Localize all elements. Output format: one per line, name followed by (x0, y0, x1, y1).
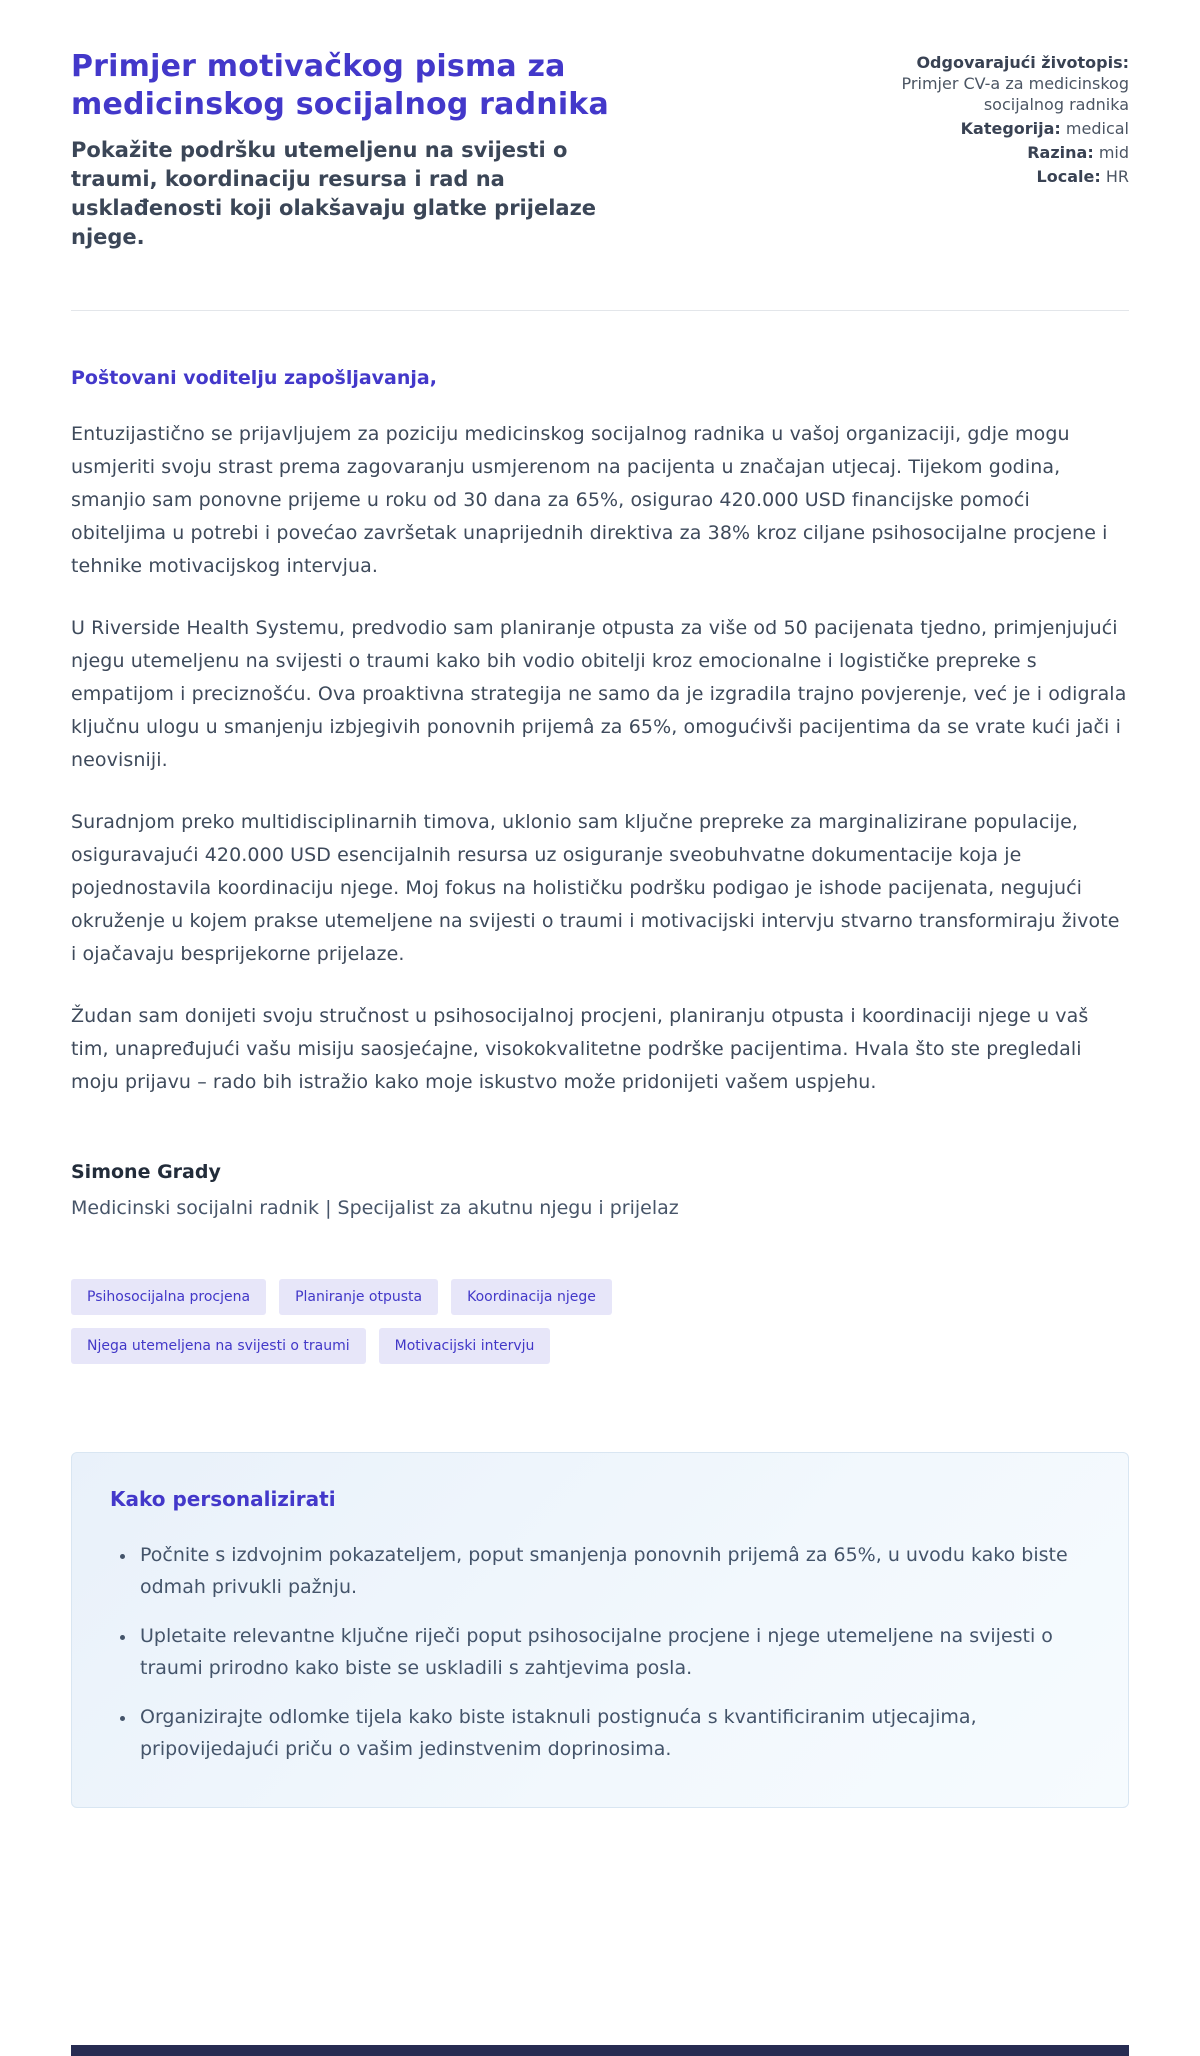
tag-chip: Planiranje otpusta (279, 1279, 438, 1315)
signature-block (71, 1161, 1129, 1219)
header-left (71, 48, 661, 252)
tip-item: • Organizirajte odlomke tijela kako biste istaknuli postignuća s kvantificiranim utjecajima, pripovijedajući priču o vašim jedinstvenim doprinosima. (136, 1701, 1090, 1765)
tip-item: • Upletaite relevantne ključne riječi poput psihosocijalne procjene i njege utemeljene na svijesti o traumi prirodno kako biste se uskladili s zahtjevima posla. (136, 1620, 1090, 1684)
letter-paragraph: Suradnjom preko multidisciplinarnih timova, uklonio sam ključne prepreke za marginalizirane populacije, osiguravajući 420.000 USD esencijalnih resursa uz osiguranje sveobuhvatne dokumentacije koja je pojednostavila koordinaciju njege. Moj fokus na holističku podršku podigao je ishode pacijenata, negujući okruženje u kojem prakse utemeljene na svijesti o traumi i motivacijski intervju stvarno transformiraju živote i ojačavaju besprijekorne prijelaze. (71, 811, 1120, 965)
meta-value: mid (1098, 143, 1129, 162)
divider (71, 310, 1129, 311)
meta-value: Primjer CV-a za medicinskog socijalnog radnika (901, 74, 1129, 114)
meta-row-category (874, 118, 1129, 139)
tag-chip: Psihosocijalna procjena (71, 1279, 266, 1315)
tag-chip: Koordinacija njege (451, 1279, 612, 1315)
letter-paragraph: U Riverside Health Systemu, predvodio sam planiranje otpusta za više od 50 pacijenata tjedno, primjenjujući njegu utemeljenu na svijesti o traumi kako bih vodio obitelji kroz emocionalne i logističke prepreke s empatijom i preciznošću. Ova proaktivna strategija ne samo da je izgradila trajno povjerenje, već je i odigrala ključnu ulogu u smanjenju izbjegivih ponovnih prijemâ za 65%, omogućivši pacijentima da se vrate kući jači i neovisniji. (71, 617, 1127, 771)
letter-body (71, 367, 1129, 1219)
meta-row-locale (874, 166, 1129, 187)
tag-chip: Njega utemeljena na svijesti o traumi (71, 1328, 366, 1364)
signature-name: Simone Grady (71, 1161, 221, 1183)
meta-label: Razina: (1027, 143, 1094, 162)
tips-list (110, 1539, 1090, 1765)
signature-title: Medicinski socijalni radnik | Specijalist za akutnu njegu i prijelaz (71, 1197, 679, 1219)
letter-paragraph: Entuzijastično se prijavljujem za poziciju medicinskog socijalnog radnika u vašoj organizaciji, gdje mogu usmjeriti svoju strast prema zagovaranju usmjerenom na pacijenta u značajan utjecaj. Tijekom godina, smanjio sam ponovne prijeme u roku od 30 dana za 65%, osigurao 420.000 USD financijske pomoći obiteljima u potrebi i povećao završetak unaprijednih direktiva za 38% kroz ciljane psihosocijalne procjene i tehnike motivacijskog intervjua. (71, 423, 1108, 577)
meta-panel (874, 48, 1129, 190)
meta-value: HR (1105, 167, 1129, 186)
page-title: Primjer motivačkog pisma za medicinskog socijalnog radnika (71, 49, 609, 122)
page-subtitle: Pokažite podršku utemeljenu na svijesti o traumi, koordinaciju resursa i rad na usklađenosti koji olakšavaju glatke prijelaze njege. (71, 138, 597, 249)
header (71, 48, 1129, 252)
tips-box (71, 1452, 1129, 1808)
meta-value: medical (1065, 119, 1129, 138)
meta-label: Odgovarajući životopis: (916, 53, 1129, 72)
footer-bar (71, 2045, 1129, 2056)
letter-greeting: Poštovani voditelju zapošljavanja, (71, 367, 437, 389)
content-container (71, 0, 1129, 1808)
meta-label: Locale: (1036, 167, 1101, 186)
meta-row-level (874, 142, 1129, 163)
tag-chip: Motivacijski intervju (379, 1328, 551, 1364)
meta-label: Kategorija: (960, 119, 1061, 138)
tag-list (71, 1279, 691, 1364)
tip-item: • Počnite s izdvojnim pokazateljem, poput smanjenja ponovnih prijemâ za 65%, u uvodu kako biste odmah privukli pažnju. (136, 1539, 1090, 1603)
meta-row-matching-resume (874, 52, 1129, 115)
letter-paragraph: Žudan sam donijeti svoju stručnost u psihosocijalnoj procjeni, planiranju otpusta i koordinaciji njege u vaš tim, unapređujući vašu misiju saosjećajne, visokokvalitetne podrške pacijentima. Hvala što ste pregledali moju prijavu – rado bih istražio kako moje iskustvo može pridonijeti vašem uspjehu. (71, 1005, 1089, 1093)
tips-heading: Kako personalizirati (110, 1487, 336, 1511)
